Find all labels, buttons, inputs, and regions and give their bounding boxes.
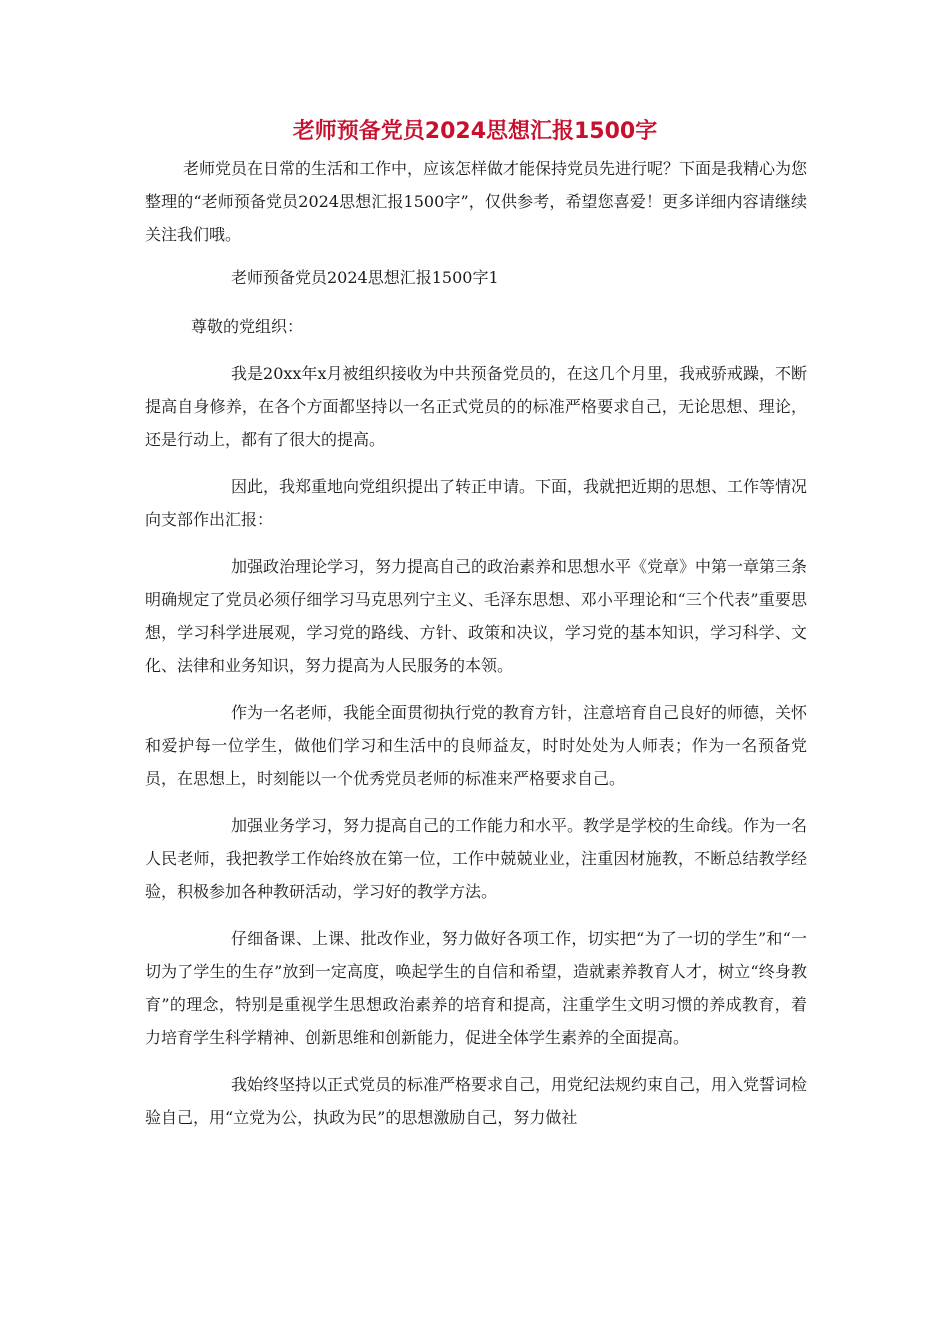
intro-paragraph: 老师党员在日常的生活和工作中，应该怎样做才能保持党员先进行呢？下面是我精心为您整理的“老师预备党员2024思想汇报1500字”，仅供参考，希望您喜爱！更多详细内容请继续关注我们哦。 (145, 159, 808, 244)
body-paragraph: 作为一名老师，我能全面贯彻执行党的教育方针，注意培育自己良好的师德，关怀和爱护每一位学生，做他们学习和生活中的良师益友，时时处处为人师表；作为一名预备党员，在思想上，时刻能以一个优秀党员老师的标准来严格要求自己。 (145, 703, 808, 788)
body-paragraph: 加强政治理论学习，努力提高自己的政治素养和思想水平《党章》中第一章第三条明确规定了党员必须仔细学习马克思列宁主义、毛泽东思想、邓小平理论和“三个代表”重要思想，学习科学进展观，学习党的路线、方针、政策和决议，学习党的基本知识，学习科学、文化、法律和业务知识，努力提高为人民服务的本领。 (145, 557, 808, 675)
body-paragraph: 加强业务学习，努力提高自己的工作能力和水平。教学是学校的生命线。作为一名人民老师，我把教学工作始终放在第一位，工作中兢兢业业，注重因材施教，不断总结教学经验，积极参加各种教研活动，学习好的教学方法。 (145, 816, 808, 901)
salutation: 尊敬的党组织： (191, 317, 304, 336)
document-body (145, 152, 807, 1134)
body-paragraph: 仔细备课、上课、批改作业，努力做好各项工作，切实把“为了一切的学生”和“一切为了学生的生存”放到一定高度，唤起学生的自信和希望，造就素养教育人才，树立“终身教育”的理念，特别是重视学生思想政治素养的培育和提高，注重学生文明习惯的养成教育，着力培育学生科学精神、创新思维和创新能力，促进全体学生素养的全面提高。 (145, 929, 807, 1047)
document-title: 老师预备党员2024思想汇报1500字 (292, 119, 658, 144)
section-subtitle: 老师预备党员2024思想汇报1500字1 (231, 268, 499, 287)
body-paragraph: 我是20xx年x月被组织接收为中共预备党员的，在这几个月里，我戒骄戒躁，不断提高自身修养，在各个方面都坚持以一名正式党员的的标准严格要求自己，无论思想、理论，还是行动上，都有了很大的提高。 (145, 364, 807, 449)
body-paragraph: 因此，我郑重地向党组织提出了转正申请。下面，我就把近期的思想、工作等情况向支部作出汇报： (145, 477, 808, 529)
body-paragraph: 我始终坚持以正式党员的标准严格要求自己，用党纪法规约束自己，用入党誓词检验自己，用“立党为公，执政为民”的思想激励自己，努力做社 (145, 1075, 808, 1127)
